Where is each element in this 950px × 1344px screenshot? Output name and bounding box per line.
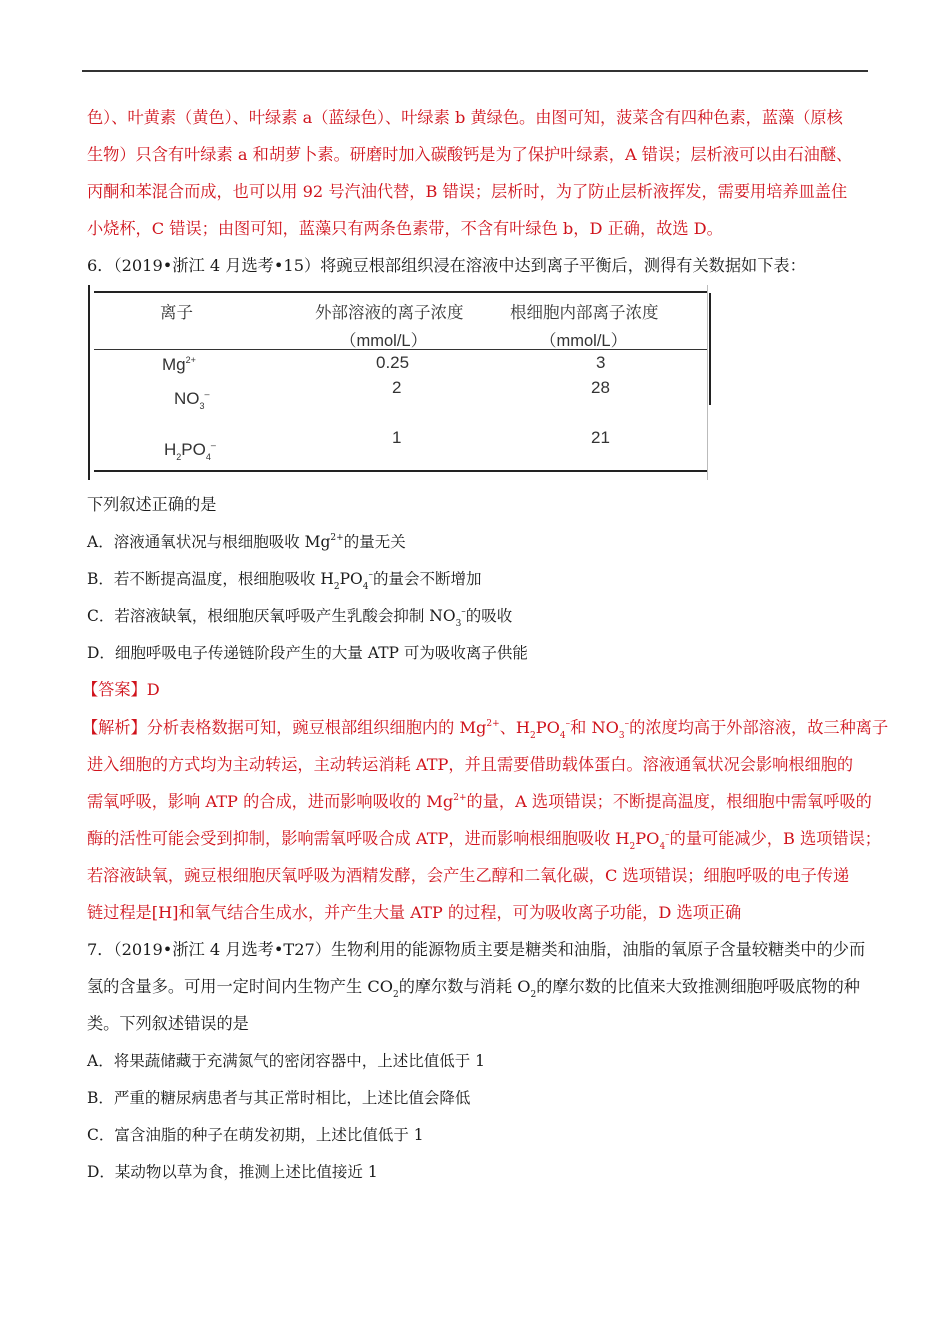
q6-analysis-line-4 bbox=[87, 829, 881, 852]
q7-option-b: B．严重的糖尿病患者与其正常时相比，上述比值会降低 bbox=[87, 1089, 471, 1107]
table-right-border bbox=[709, 293, 711, 405]
analysis-text: 的浓度均高于外部溶液，故三种离子 bbox=[629, 718, 889, 737]
ion-prefix-subscript: 2 bbox=[176, 452, 182, 462]
question-6-stem: 6．（2019•浙江 4 月选考•15）将豌豆根部组织浸在溶液中达到离子平衡后，测得有关数据如下表： bbox=[87, 256, 806, 275]
ion-subscript: 3 bbox=[199, 401, 205, 411]
analysis-text: 酶的活性可能会受到抑制，影响需氧呼吸合成 ATP，进而影响根细胞吸收 H bbox=[87, 829, 630, 848]
option-text: 的量无关 bbox=[343, 533, 406, 551]
q6-option-d: D．细胞呼吸电子传递链阶段产生的大量 ATP 可为吸收离子供能 bbox=[87, 644, 528, 662]
explanation-line-3: 丙酮和苯混合而成，也可以用 92 号汽油代替，B 错误；层析时，为了防止层析液挥发，需要用培养皿盖住 bbox=[87, 182, 848, 201]
explanation-line-4: 小烧杯，C 错误；由图可知，蓝藻只有两条色素带，不含有叶绿色 b，D 正确，故选 D。 bbox=[87, 219, 723, 238]
table-header-ion: 离子 bbox=[160, 304, 193, 322]
q6-answer bbox=[82, 680, 160, 700]
stem-text: 氢的含量多。可用一定时间内生物产生 CO bbox=[87, 977, 393, 996]
q7-option-d: D．某动物以草为食，推测上述比值接近 1 bbox=[87, 1163, 378, 1181]
option-text: 的吸收 bbox=[465, 607, 513, 625]
header-rule bbox=[82, 70, 868, 72]
q6-analysis-line-2: 进入细胞的方式均为主动转运，主动转运消耗 ATP，并且需要借助载体蛋白。溶液通氧状况会影响根细胞的 bbox=[87, 755, 854, 774]
subscript: 2 bbox=[629, 842, 636, 852]
q6-analysis-line-5: 若溶液缺氧，豌豆根细胞厌氧呼吸为酒精发酵，会产生乙醇和二氧化碳，C 选项错误；细胞呼吸的电子传递 bbox=[87, 866, 850, 885]
analysis-text: 和 NO bbox=[570, 718, 619, 737]
analysis-text: 的量可能减少，B 选项错误； bbox=[669, 829, 881, 848]
q6-analysis-line-3 bbox=[87, 792, 872, 815]
subscript: 4 bbox=[559, 731, 566, 741]
ion-concentration-table bbox=[88, 285, 708, 480]
table-row-no3-ion bbox=[174, 389, 210, 409]
table-row-no3-outer: 2 bbox=[392, 378, 402, 397]
table-bottom-rule bbox=[94, 470, 707, 472]
table-row-h2po4-inner: 21 bbox=[591, 428, 610, 447]
ion-charge: – bbox=[204, 389, 210, 399]
ion-symbol: Mg bbox=[162, 355, 186, 374]
q6-analysis-line-1 bbox=[82, 718, 888, 741]
q6-option-a bbox=[87, 532, 406, 555]
q6-option-c bbox=[87, 606, 512, 629]
ion-subscript: 4 bbox=[205, 452, 211, 462]
subscript: 3 bbox=[455, 619, 462, 629]
ion-charge: 2+ bbox=[486, 719, 500, 729]
explanation-line-2: 生物）只含有叶绿素 a 和胡萝卜素。研磨时加入碳酸钙是为了保护叶绿素，A 错误；层析液可以由石油醚、 bbox=[87, 145, 853, 164]
ion-prefix: H bbox=[164, 440, 177, 459]
ion-charge: 2+ bbox=[185, 355, 196, 365]
ion-charge: – bbox=[624, 719, 630, 729]
analysis-text: 分析表格数据可知，豌豆根部组织细胞内的 Mg bbox=[146, 718, 487, 737]
table-row-no3-inner: 28 bbox=[591, 378, 610, 397]
option-text: A．溶液通氧状况与根细胞吸收 Mg bbox=[87, 533, 331, 551]
answer-label: 【答案】 bbox=[82, 680, 147, 699]
stem-text: 的摩尔数的比值来大致推测细胞呼吸底物的种 bbox=[536, 977, 860, 996]
subscript: 4 bbox=[362, 582, 369, 592]
analysis-text: PO bbox=[635, 829, 660, 848]
table-row-mg-outer: 0.25 bbox=[376, 353, 410, 372]
ion-symbol: PO bbox=[181, 440, 206, 459]
subscript: 2 bbox=[530, 990, 537, 1000]
subscript: 3 bbox=[618, 731, 625, 741]
q7-option-c: C．富含油脂的种子在萌发初期，上述比值低于 1 bbox=[87, 1126, 424, 1144]
analysis-text: 的量，A 选项错误；不断提高温度，根细胞中需氧呼吸的 bbox=[466, 792, 872, 811]
ion-charge: – bbox=[368, 570, 373, 580]
question-7-stem-line-1: 7．（2019•浙江 4 月选考•T27）生物利用的能源物质主要是糖类和油脂，油脂的氧原子含量较糖类中的少而 bbox=[87, 940, 866, 959]
question-7-stem-line-2 bbox=[87, 977, 860, 1000]
table-header-outer: 外部溶液的离子浓度 bbox=[315, 304, 464, 322]
table-row-mg-ion bbox=[162, 355, 196, 375]
ion-charge: 2+ bbox=[453, 793, 467, 803]
table-unit-inner: （mmol/L） bbox=[540, 332, 628, 350]
explanation-line-1: 色）、叶黄素（黄色）、叶绿素 a（蓝绿色）、叶绿素 b 黄绿色。由图可知，菠菜含有四种色素，蓝藻（原核 bbox=[87, 108, 843, 127]
option-text: B．若不断提高温度，根细胞吸收 H bbox=[87, 570, 334, 588]
analysis-text: 需氧呼吸，影响 ATP 的合成，进而影响吸收的 Mg bbox=[87, 792, 454, 811]
table-header-inner: 根细胞内部离子浓度 bbox=[510, 304, 659, 322]
q6-option-b bbox=[87, 569, 481, 592]
ion-charge: – bbox=[565, 719, 571, 729]
option-text: C．若溶液缺氧，根细胞厌氧呼吸产生乳酸会抑制 NO bbox=[87, 607, 456, 625]
analysis-label: 【解析】 bbox=[82, 718, 147, 737]
option-text: PO bbox=[339, 570, 363, 588]
ion-charge: – bbox=[461, 607, 466, 617]
q6-analysis-line-6: 链过程是[H]和氧气结合生成水，并产生大量 ATP 的过程，可为吸收离子功能，D 选项正确 bbox=[87, 903, 742, 922]
ion-symbol: NO bbox=[174, 389, 200, 408]
subscript: 2 bbox=[530, 731, 536, 741]
analysis-text: 、H bbox=[499, 718, 530, 737]
table-unit-outer: （mmol/L） bbox=[340, 332, 428, 350]
question-7-stem-line-3: 类。下列叙述错误的是 bbox=[87, 1014, 249, 1033]
answer-value: D bbox=[146, 680, 160, 699]
subscript: 2 bbox=[393, 990, 399, 1000]
option-text: 的量会不断增加 bbox=[372, 570, 482, 588]
stem-text: 的摩尔数与消耗 O bbox=[398, 977, 531, 996]
analysis-text: PO bbox=[535, 718, 560, 737]
table-row-h2po4-ion bbox=[164, 440, 216, 460]
q7-option-a: A．将果蔬储藏于充满氮气的密闭容器中，上述比值低于 1 bbox=[87, 1052, 485, 1070]
question-6-prompt: 下列叙述正确的是 bbox=[87, 495, 217, 514]
table-row-h2po4-outer: 1 bbox=[392, 428, 402, 447]
subscript: 4 bbox=[659, 842, 666, 852]
ion-charge: 2+ bbox=[330, 533, 344, 543]
table-top-rule bbox=[94, 291, 707, 293]
subscript: 2 bbox=[333, 582, 340, 592]
ion-charge: – bbox=[210, 440, 216, 450]
ion-charge: – bbox=[665, 830, 670, 840]
table-row-mg-inner: 3 bbox=[596, 353, 606, 372]
